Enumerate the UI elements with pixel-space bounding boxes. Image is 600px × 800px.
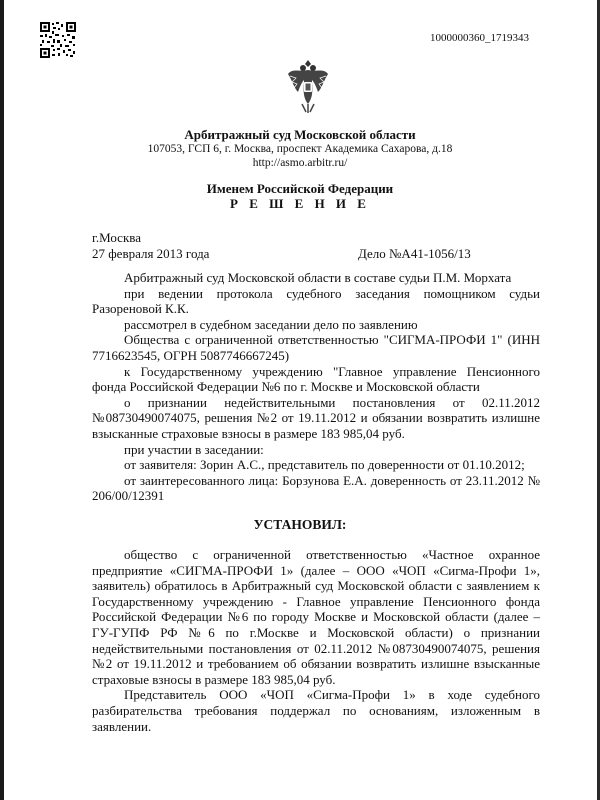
intro-line-6: о признании недействительными постановления от 02.11.2012 №08730490074075, решения №2 от 19.11.2012 и обязании возвратить излишне взысканные страховые взносы в размере 183 985,04 руб.: [92, 394, 540, 441]
case-number: Дело №А41-1056/13: [358, 246, 471, 261]
decision-heading: Р Е Ш Е Н И Е: [230, 196, 370, 211]
established-title: УСТАНОВИЛ:: [253, 517, 347, 532]
qr-code: [40, 22, 76, 58]
decision-date: 27 февраля 2013 года: [92, 246, 210, 261]
court-name: Арбитражный суд Московской области: [184, 127, 416, 142]
page-left-edge: [0, 0, 4, 800]
intro-line-9: от заинтересованного лица: Борзунова Е.А. доверенность от 23.11.2012 № 206/00/12391: [92, 472, 540, 504]
document-id: 1000000360_1719343: [430, 32, 529, 44]
intro-section: [92, 270, 540, 504]
established-section: [92, 547, 540, 734]
place: г.Москва: [92, 230, 141, 245]
intro-line-7: при участии в заседании:: [124, 441, 264, 457]
intro-line-2: при ведении протокола судебного заседания помощником судьи Разореновой К.К.: [92, 285, 540, 317]
intro-line-8: от заявителя: Зорин А.С., представитель по доверенности от 01.10.2012;: [124, 457, 525, 473]
in-name-heading: Именем Российской Федерации: [206, 181, 394, 196]
intro-line-5: к Государственному учреждению "Главное управление Пенсионного фонда Российской Федерации №6 по г. Москве и Московской области: [92, 363, 540, 395]
established-para-1: общество с ограниченной ответственностью «Частное охранное предприятие «СИГМА-ПРОФИ 1» (далее – ООО «ЧОП «Сигма-Профи 1», заявитель) обратилось в Арбитражный суд Московской области с заявлением к Государственному учреждению - Главное управление Пенсионного фонда Российской Федерации №6 по городу Москве и Московской области (далее – ГУ-ГУПФ РФ №6 по г.Москве и Московской области) о признании недействительными постановления от 02.11.2012 №08730490074075, решения №2 от 19.11.2012 и требованием об обязании возвратить излишне взысканные страховые взносы в размере 183 985,04 руб.: [92, 547, 540, 687]
intro-line-4: Общества с ограниченной ответственностью "СИГМА-ПРОФИ 1" (ИНН 7716623545, ОГРН 5087746667245): [92, 332, 540, 363]
established-para-2: Представитель ООО «ЧОП «Сигма-Профи 1» в ходе судебного разбирательства требования поддержал по основаниям, изложенным в заявлении.: [92, 687, 540, 734]
court-address: 107053, ГСП 6, г. Москва, проспект Академика Сахарова, д.18: [147, 143, 453, 155]
court-website: http://asmo.arbitr.ru/: [252, 157, 348, 169]
coat-of-arms-icon: [286, 58, 330, 114]
intro-line-1: Арбитражный суд Московской области в составе судьи П.М. Морхата: [124, 270, 512, 285]
intro-line-3: рассмотрел в судебном заседании дело по заявлению: [124, 316, 418, 332]
